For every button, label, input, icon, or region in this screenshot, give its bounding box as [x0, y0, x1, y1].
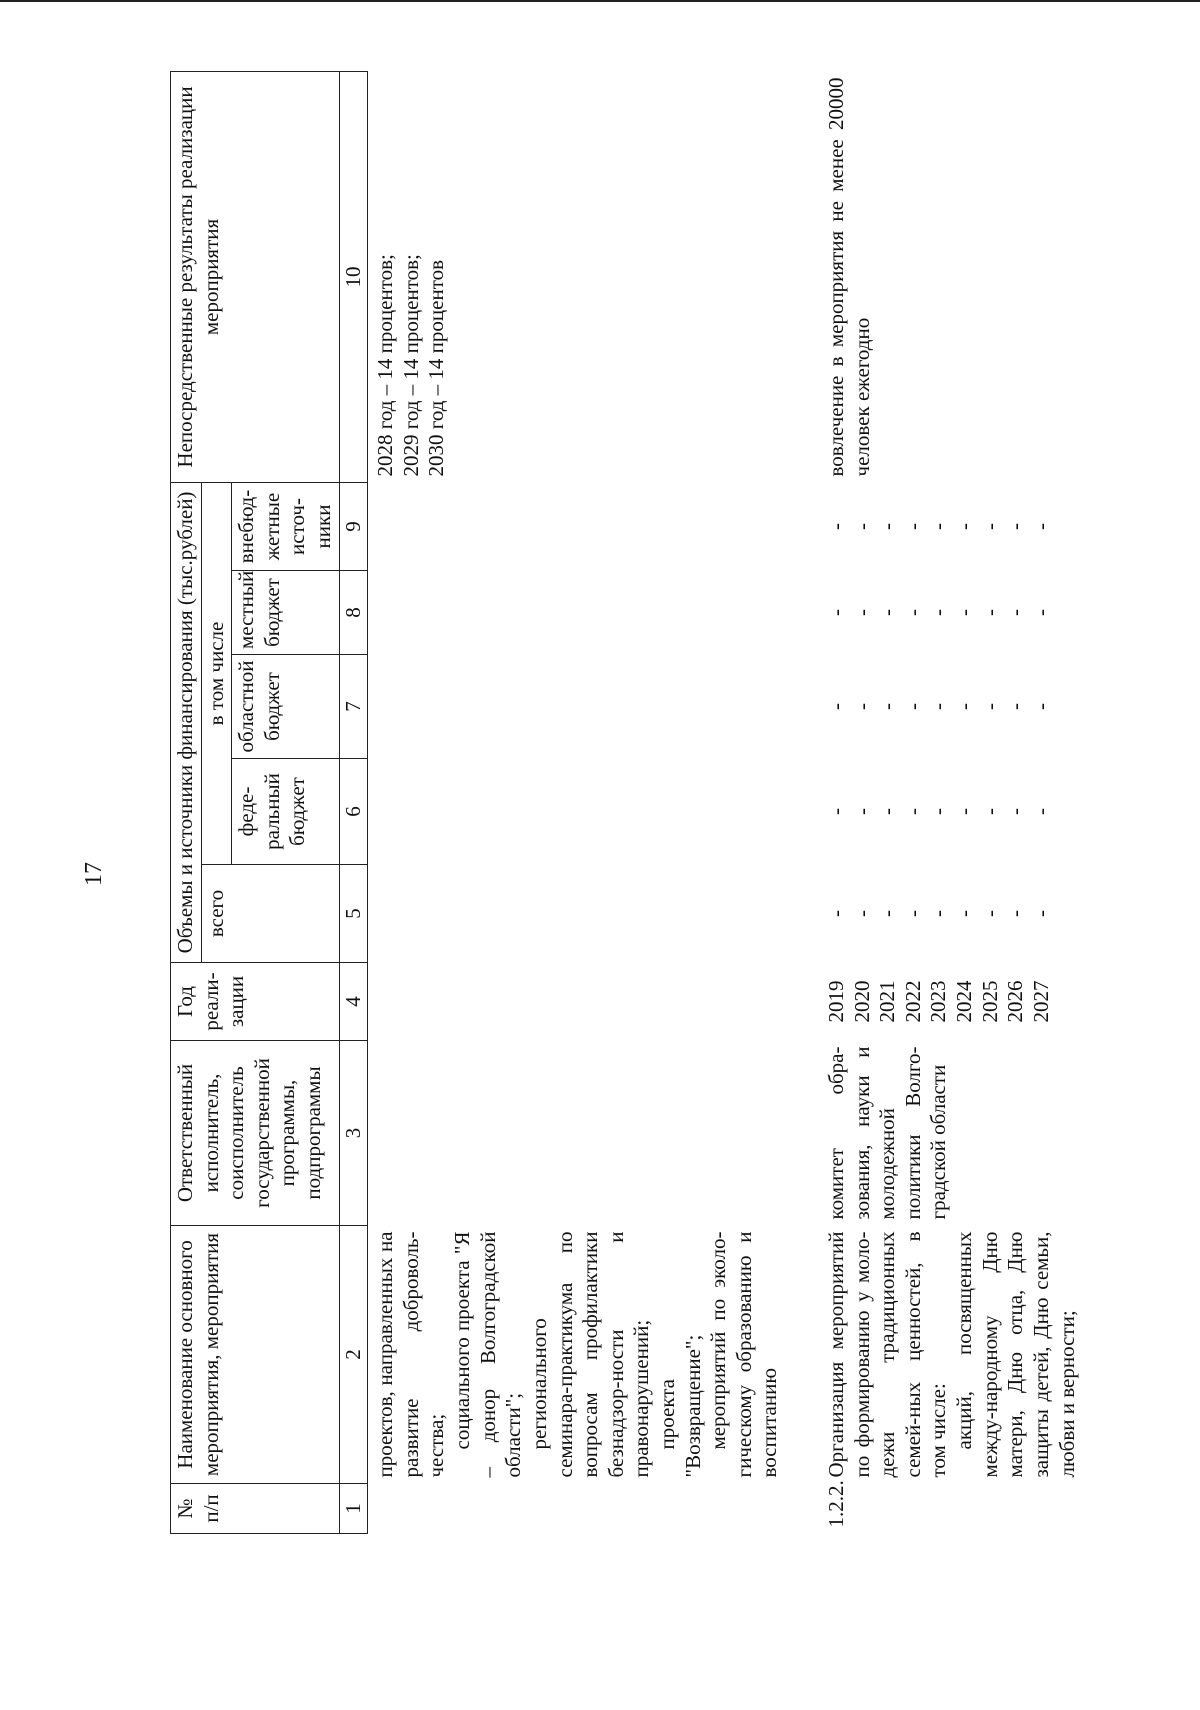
- dash-value: -: [849, 808, 874, 815]
- dash-value: -: [926, 609, 951, 616]
- dash-value: -: [875, 703, 900, 710]
- year-value: 2021: [875, 980, 900, 1023]
- year-value: 2027: [1028, 980, 1053, 1023]
- column-number: 4: [339, 963, 368, 1041]
- header-year: Год реали-зации: [171, 963, 340, 1041]
- year-value: 2020: [849, 980, 874, 1023]
- name-line: проекта "Возвращение";: [654, 1334, 705, 1478]
- dash-value: -: [875, 808, 900, 815]
- row-continued-results: [368, 71, 788, 482]
- column-number: 7: [339, 655, 368, 759]
- name-line: проектов, направленных на развитие доброволь-чества;: [373, 1231, 449, 1478]
- name-line: регионального семинара-практикума по вопросам профилактики безнадзор-ности и правонарушений;: [526, 1231, 654, 1478]
- row-continued-name: [368, 1226, 788, 1484]
- header-including: в том числе: [201, 482, 232, 864]
- dash-value: -: [926, 523, 951, 530]
- column-numbers-row: [339, 71, 368, 1533]
- dash-value: -: [875, 523, 900, 530]
- column-number: 8: [339, 571, 368, 655]
- dash-value: -: [926, 703, 951, 710]
- dash-value: -: [1028, 609, 1053, 616]
- dash-value: -: [849, 523, 874, 530]
- header-executor: Ответственный исполнитель, соисполнитель государственной программы, подпрограммы: [171, 1041, 340, 1226]
- result-line: 2029 год – 14 процентов;: [398, 254, 423, 477]
- dash-value: -: [900, 808, 925, 815]
- year-value: 2019: [824, 980, 849, 1023]
- header-local: местный бюджет: [232, 571, 339, 655]
- header-offbudget: внебюд-жетные источ-ники: [232, 482, 339, 570]
- regional-values: [788, 655, 1085, 759]
- row-122-name: [788, 1226, 1085, 1484]
- dash-value: -: [824, 523, 849, 530]
- dash-value: -: [1028, 703, 1053, 710]
- dash-value: -: [849, 910, 874, 917]
- dash-value: -: [1028, 523, 1053, 530]
- dash-value: -: [1003, 523, 1028, 530]
- year-value: 2023: [926, 980, 951, 1023]
- dash-value: -: [977, 808, 1002, 815]
- column-number: 2: [339, 1226, 368, 1484]
- dash-value: -: [824, 910, 849, 917]
- year-value: 2024: [952, 980, 977, 1023]
- offbudget-values: [788, 482, 1085, 570]
- column-number: 1: [339, 1484, 368, 1534]
- column-number: 10: [339, 71, 368, 482]
- dash-value: -: [824, 808, 849, 815]
- dash-value: -: [952, 609, 977, 616]
- dash-value: -: [1003, 609, 1028, 616]
- table-row-continued: [368, 71, 788, 1533]
- dash-value: -: [900, 609, 925, 616]
- dash-value: -: [900, 703, 925, 710]
- dash-value: -: [1028, 808, 1053, 815]
- row-122-results: вовлечение в мероприятия не менее 20000 человек ежегодно: [824, 77, 874, 477]
- dash-value: -: [952, 523, 977, 530]
- dash-value: -: [1003, 703, 1028, 710]
- dash-value: -: [952, 910, 977, 917]
- name-line: акций, посвященных между-народному Дню матери, Дню отца, Дню защиты детей, Дню семьи, любви и верности;: [952, 1231, 1079, 1478]
- header-num: № п/п: [171, 1484, 340, 1534]
- dash-value: -: [977, 703, 1002, 710]
- name-line: мероприятий по эколо-гическому образованию и воспитанию: [706, 1231, 782, 1478]
- dash-value: -: [849, 609, 874, 616]
- dash-value: -: [977, 910, 1002, 917]
- year-value: 2025: [977, 980, 1002, 1023]
- table-row-1-2-2: [788, 71, 1085, 1533]
- dash-value: -: [849, 703, 874, 710]
- dash-value: -: [900, 523, 925, 530]
- dash-value: -: [875, 910, 900, 917]
- row-122-years: [788, 963, 1085, 1041]
- dash-value: -: [824, 703, 849, 710]
- dash-value: -: [977, 523, 1002, 530]
- result-line: 2030 год – 14 процентов: [424, 259, 449, 477]
- header-name: Наименование основного мероприятия, мероприятия: [171, 1226, 340, 1484]
- local-values: [788, 571, 1085, 655]
- year-value: 2026: [1003, 980, 1028, 1023]
- result-line: 2028 год – 14 процентов;: [373, 254, 398, 477]
- column-number: 3: [339, 1041, 368, 1226]
- dash-value: -: [926, 808, 951, 815]
- federal-values: [788, 759, 1085, 865]
- dash-value: -: [1003, 808, 1028, 815]
- header-funding-group: Объемы и источники финансирования (тыс.рублей): [171, 482, 202, 962]
- dash-value: -: [1028, 910, 1053, 917]
- name-line: социального проекта "Я – донор Волгоградской области";: [450, 1231, 526, 1478]
- header-results: Непосредственные результаты реализации мероприятия: [171, 71, 340, 482]
- page-number: 17: [81, 862, 107, 886]
- column-number: 9: [339, 482, 368, 570]
- dash-value: -: [952, 808, 977, 815]
- dash-value: -: [900, 910, 925, 917]
- header-total: всего: [201, 865, 339, 963]
- row-122-executor: комитет обра-зования, науки и молодежной политики Волго-градской области: [824, 1046, 951, 1220]
- dash-value: -: [977, 609, 1002, 616]
- dash-value: -: [952, 703, 977, 710]
- year-value: 2022: [900, 980, 925, 1023]
- header-row-1: [171, 71, 202, 1533]
- dash-value: -: [926, 910, 951, 917]
- dash-value: -: [824, 609, 849, 616]
- program-table: [170, 71, 1085, 1534]
- row-number: 1.2.2.: [824, 1480, 849, 1528]
- column-number: 5: [339, 865, 368, 963]
- header-regional: областной бюджет: [232, 655, 339, 759]
- dash-value: -: [875, 609, 900, 616]
- name-line: Организация мероприятий по формированию у моло-дежи традиционных семей-ных ценностей, в том числе:: [824, 1231, 951, 1478]
- total-values: [788, 865, 1085, 963]
- header-federal: феде-ральный бюджет: [232, 759, 339, 865]
- dash-value: -: [1003, 910, 1028, 917]
- column-number: 6: [339, 759, 368, 865]
